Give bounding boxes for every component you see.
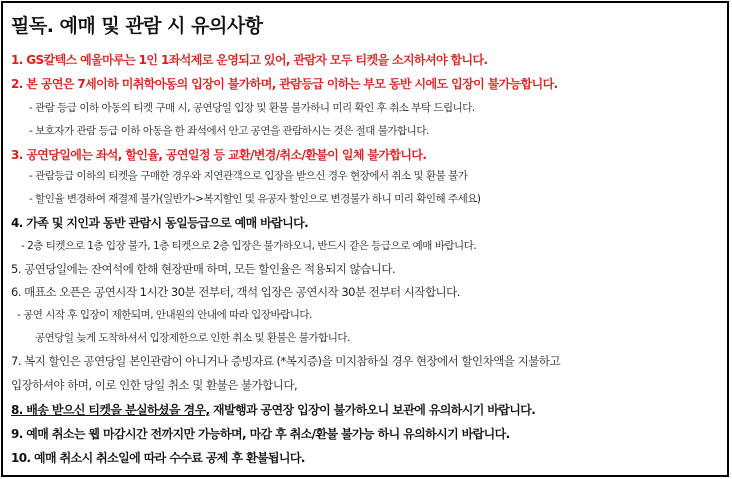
notice-item-3-sub-2: - 할인율 변경하여 재결제 불가(일반가->복지할인 및 유공자 할인으로 변경불가 하니 미리 확인해 주세요)	[29, 193, 481, 205]
notice-item-2-sub-2: - 보호자가 관람 등급 이하 아동을 한 좌석에서 안고 공연을 관람하시는 것은 절대 불가합니다.	[29, 125, 429, 137]
notice-item-8	[11, 401, 535, 418]
notice-item-6: 6. 매표소 오픈은 공연시작 1시간 30분 전부터, 객석 입장은 공연시작 30분 전부터 시작합니다.	[11, 285, 460, 299]
notice-item-10: 10. 예매 취소시 취소일에 따라 수수료 공제 후 환불됩니다.	[11, 451, 305, 465]
notice-item-6-sub-2: 공연당일 늦게 도착하셔서 입장제한으로 인한 취소 및 환불은 불가합니다.	[35, 332, 350, 344]
notice-item-9: 9. 예매 취소는 웹 마감시간 전까지만 가능하며, 마감 후 취소/환불 불가능 하니 유의하시기 바랍니다.	[11, 427, 510, 441]
notice-item-3: 3. 공연당일에는 좌석, 할인율, 공연일정 등 교환/변경/취소/환불이 일체 불가합니다.	[11, 148, 427, 162]
notice-item-3-sub-1: - 관람등급 이하의 티켓을 구매한 경우와 지연관객으로 입장을 받으신 경우 현장에서 취소 및 환불 불가	[29, 170, 468, 182]
notice-item-8-rest: 재발행과 공연장 입장이 불가하오니 보관에 유의하시기 바랍니다.	[209, 403, 536, 417]
notice-box	[1, 1, 729, 477]
notice-item-8-underlined: 8. 배송 받으신 티켓을 분실하셨을 경우,	[11, 403, 210, 417]
notice-item-2-sub-1: - 관람 등급 이하 아동의 티켓 구매 시, 공연당일 입장 및 환불 불가하니 미리 확인 후 취소 부탁 드립니다.	[29, 102, 475, 114]
notice-item-4-sub-1: - 2층 티켓으로 1층 입장 불가, 1층 티켓으로 2층 입장은 불가하오니, 반드시 같은 등급으로 예매 바랍니다.	[21, 240, 477, 252]
notice-item-1: 1. GS칼텍스 예울마루는 1인 1좌석제로 운영되고 있어, 관람자 모두 티켓을 소지하셔야 합니다.	[11, 53, 488, 67]
notice-item-7-cont: 입장하셔야 하며, 이로 인한 당일 취소 및 환불은 불가합니다,	[11, 378, 298, 392]
notice-item-4: 4. 가족 및 지인과 동반 관람시 동일등급으로 예매 바랍니다.	[11, 216, 309, 230]
notice-item-7: 7. 복지 할인은 공연당일 본인관람이 아니거나 증빙자료 (*복지증)을 미지참하실 경우 현장에서 할인차액을 지불하고	[11, 354, 561, 368]
notice-title: 필독. 예매 및 관람 시 유의사항	[11, 15, 263, 37]
notice-item-6-sub-1: - 공연 시작 후 입장이 제한되며, 안내원의 안내에 따라 입장바랍니다.	[17, 309, 312, 321]
notice-item-2: 2. 본 공연은 7세이하 미취학아동의 입장이 불가하며, 관람등급 이하는 부모 동반 시에도 입장이 불가능합니다.	[11, 77, 558, 91]
notice-item-5: 5. 공연당일에는 잔여석에 한해 현장판매 하며, 모든 할인율은 적용되지 않습니다.	[11, 262, 396, 276]
